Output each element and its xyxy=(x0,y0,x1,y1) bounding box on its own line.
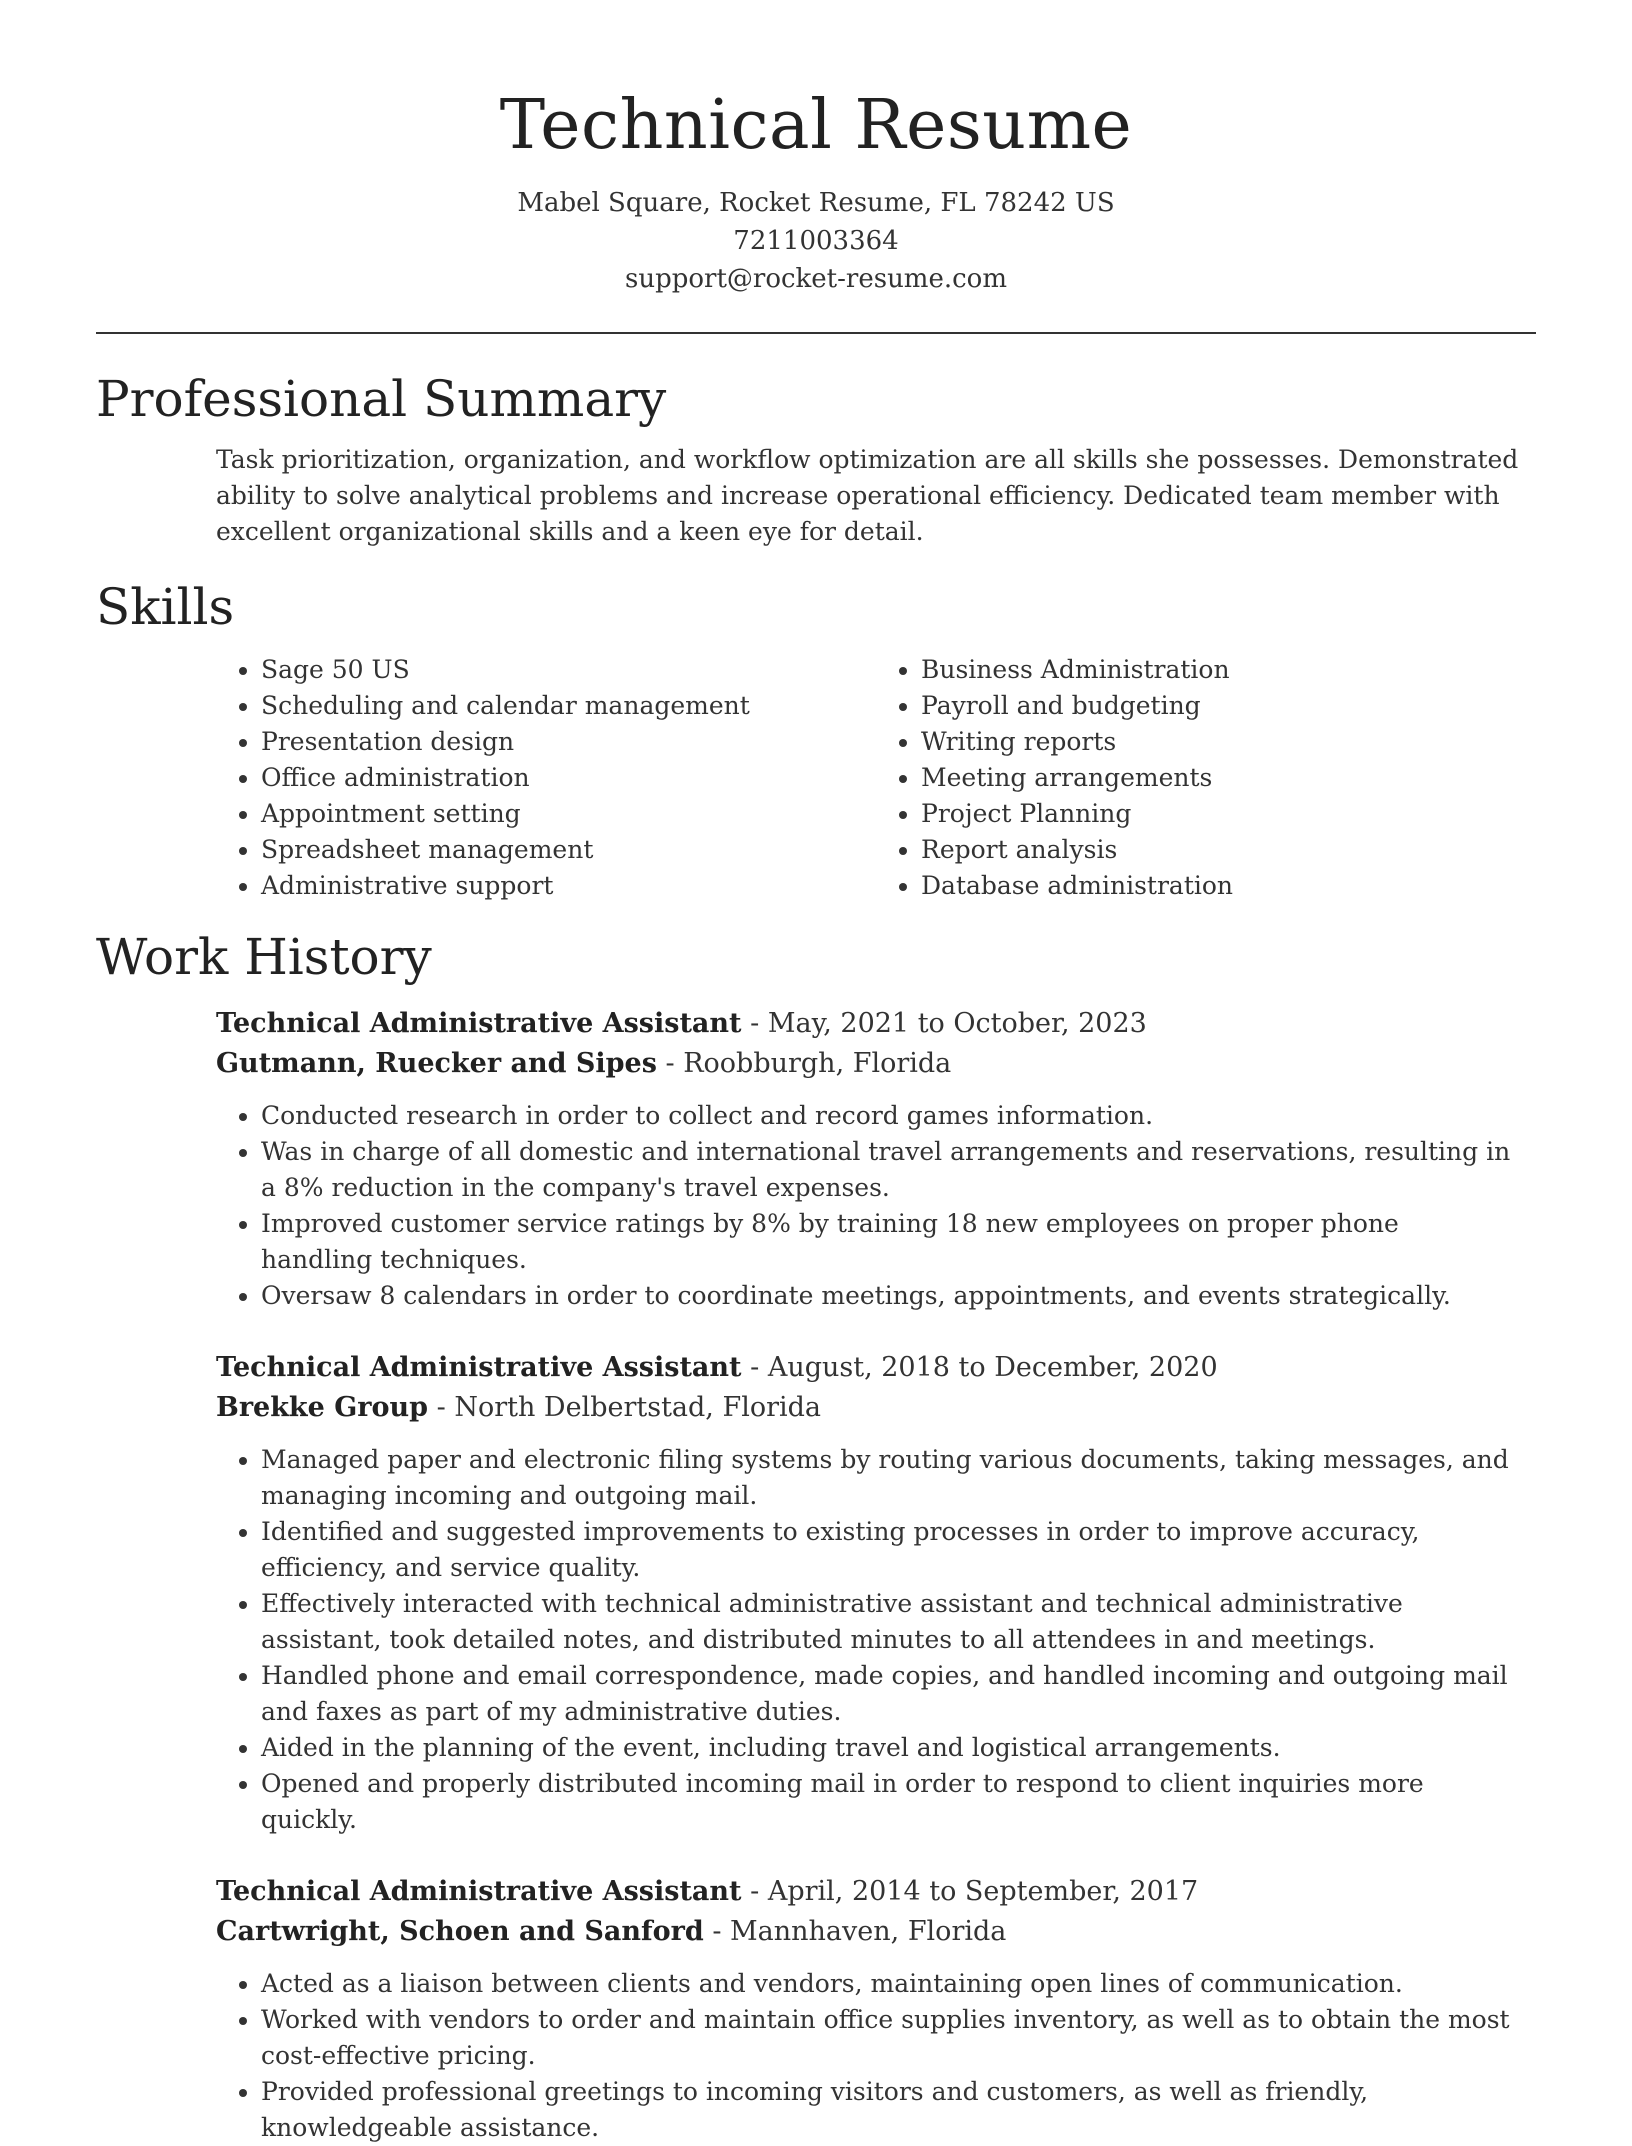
job-bullets xyxy=(216,1442,1536,1838)
job-company-line xyxy=(216,1044,1536,1084)
job-bullet: • Opened and properly distributed incoming mail in order to respond to client inquiries more quickly. xyxy=(261,1766,1536,1838)
skills-column-right xyxy=(876,652,1536,904)
skill-item: • Report analysis xyxy=(921,832,1536,868)
job-bullet: • Provided professional greetings to incoming visitors and customers, as well as friendly, knowledgeable assistance. xyxy=(261,2074,1536,2146)
skills-heading: Skills xyxy=(96,578,235,636)
job-entry xyxy=(216,1872,1536,2146)
job-title-line xyxy=(216,1348,1536,1388)
job-company: Cartwright, Schoen and Sanford xyxy=(216,1916,704,1947)
skill-item: • Presentation design xyxy=(261,724,876,760)
job-title-line xyxy=(216,1004,1536,1044)
contact-info xyxy=(96,184,1536,298)
job-bullet: • Handled phone and email correspondence, made copies, and handled incoming and outgoing mail and faxes as part of my administrative duties. xyxy=(261,1658,1536,1730)
job-company-line xyxy=(216,1912,1536,1952)
job-location: - North Delbertstad, Florida xyxy=(428,1392,822,1423)
job-bullet: • Effectively interacted with technical administrative assistant and technical administrative assistant, took detailed notes, and distributed minutes to all attendees in and meetings. xyxy=(261,1586,1536,1658)
resume-page xyxy=(96,0,1536,2146)
skills-column-left xyxy=(216,652,876,904)
job-bullet: • Acted as a liaison between clients and vendors, maintaining open lines of communication. xyxy=(261,1966,1536,2002)
job-bullet: • Oversaw 8 calendars in order to coordinate meetings, appointments, and events strategically. xyxy=(261,1278,1536,1314)
job-bullet: • Improved customer service ratings by 8% by training 18 new employees on proper phone handling techniques. xyxy=(261,1206,1536,1278)
skill-item: • Administrative support xyxy=(261,868,876,904)
job-bullet: • Worked with vendors to order and maintain office supplies inventory, as well as to obtain the most cost-effective pricing. xyxy=(261,2002,1536,2074)
job-role: Technical Administrative Assistant xyxy=(216,1876,742,1907)
job-company: Brekke Group xyxy=(216,1392,429,1423)
skill-item: • Sage 50 US xyxy=(261,652,876,688)
job-bullets xyxy=(216,1966,1536,2146)
resume-title: Technical Resume xyxy=(499,86,1133,165)
job-title-line xyxy=(216,1872,1536,1912)
job-bullet: • Was in charge of all domestic and international travel arrangements and reservations, resulting in a 8% reduction in the company's travel expenses. xyxy=(261,1134,1536,1206)
job-company: Gutmann, Ruecker and Sipes xyxy=(216,1048,657,1079)
skill-item: • Database administration xyxy=(921,868,1536,904)
job-bullet: • Conducted research in order to collect and record games information. xyxy=(261,1098,1536,1134)
resume-header xyxy=(96,0,1536,298)
summary-heading: Professional Summary xyxy=(96,370,667,428)
job-dates: - May, 2021 to October, 2023 xyxy=(741,1008,1147,1039)
job-bullet: • Aided in the planning of the event, including travel and logistical arrangements. xyxy=(261,1730,1536,1766)
job-location: - Roobburgh, Florida xyxy=(656,1048,952,1079)
header-divider xyxy=(96,332,1536,334)
summary-text: Task prioritization, organization, and workflow optimization are all skills she possesses. Demonstrated ability to solve analytical problems and increase operational efficiency. Dedicated team member with excellent organizational skills and a keen eye for detail. xyxy=(216,445,1519,546)
job-dates: - August, 2018 to December, 2020 xyxy=(741,1352,1218,1383)
job-bullets xyxy=(216,1098,1536,1314)
job-role: Technical Administrative Assistant xyxy=(216,1008,742,1039)
address: Mabel Square, Rocket Resume, FL 78242 US xyxy=(517,188,1115,218)
skill-item: • Payroll and budgeting xyxy=(921,688,1536,724)
skill-item: • Office administration xyxy=(261,760,876,796)
job-dates: - April, 2014 to September, 2017 xyxy=(741,1876,1199,1907)
job-entry xyxy=(216,1004,1536,1314)
job-location: - Mannhaven, Florida xyxy=(703,1916,1007,1947)
job-company-line xyxy=(216,1388,1536,1428)
job-bullet: • Managed paper and electronic filing systems by routing various documents, taking messages, and managing incoming and outgoing mail. xyxy=(261,1442,1536,1514)
skill-item: • Business Administration xyxy=(921,652,1536,688)
skill-item: • Writing reports xyxy=(921,724,1536,760)
skill-item: • Scheduling and calendar management xyxy=(261,688,876,724)
job-role: Technical Administrative Assistant xyxy=(216,1352,742,1383)
skill-item: • Appointment setting xyxy=(261,796,876,832)
email: support@rocket-resume.com xyxy=(624,264,1007,294)
work-history-heading: Work History xyxy=(96,928,432,986)
job-bullet: • Identified and suggested improvements to existing processes in order to improve accuracy, efficiency, and service quality. xyxy=(261,1514,1536,1586)
job-entry xyxy=(216,1348,1536,1838)
phone: 7211003364 xyxy=(733,226,899,256)
skills-list xyxy=(216,652,1536,904)
skill-item: • Spreadsheet management xyxy=(261,832,876,868)
skill-item: • Meeting arrangements xyxy=(921,760,1536,796)
skill-item: • Project Planning xyxy=(921,796,1536,832)
